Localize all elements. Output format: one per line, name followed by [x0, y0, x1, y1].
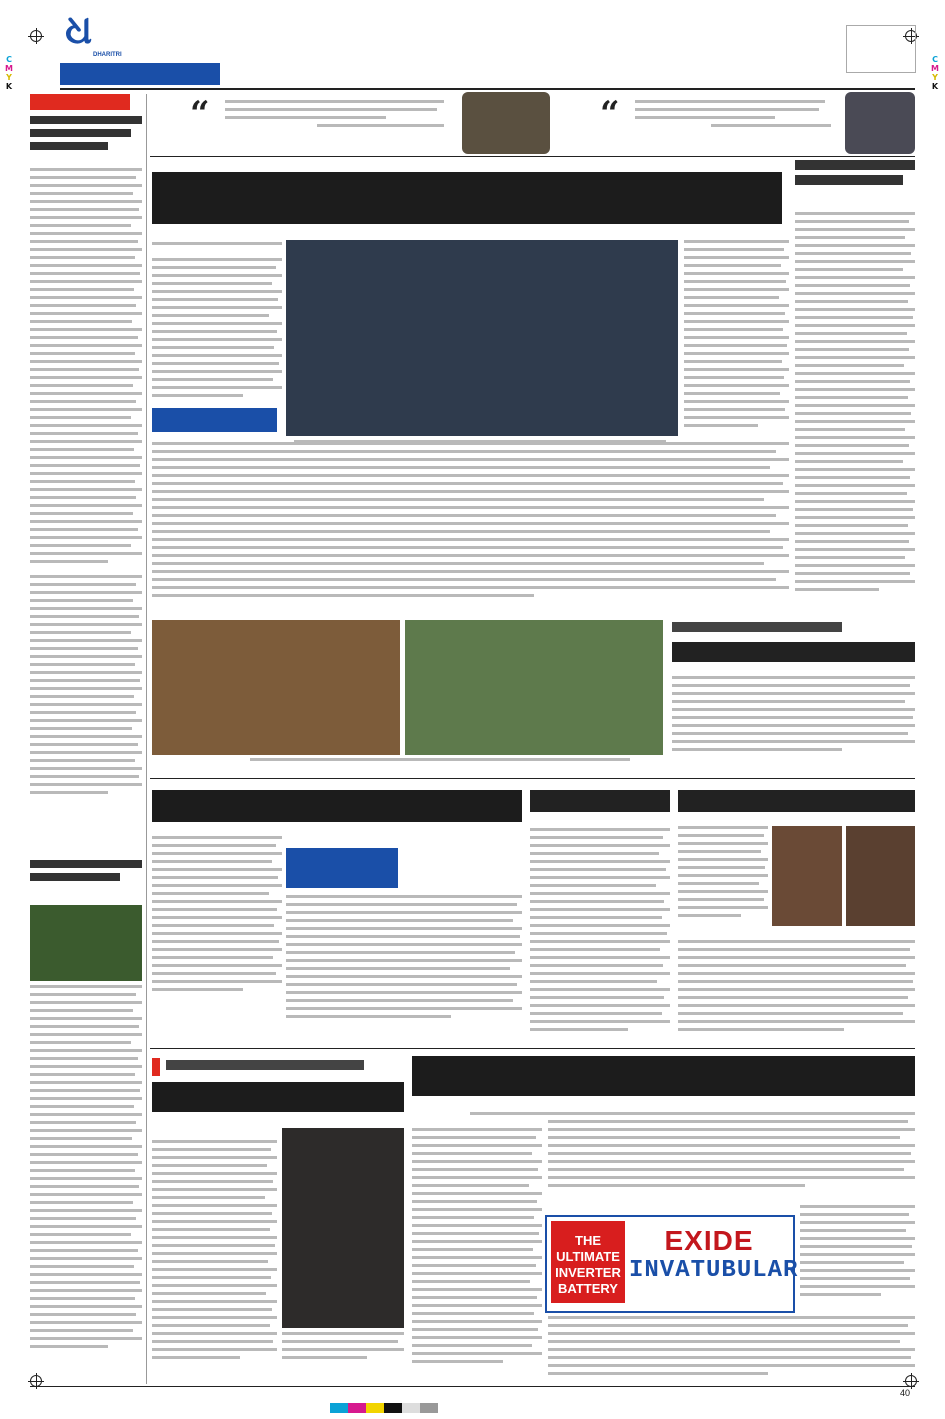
cmyk-marks-right — [930, 55, 940, 91]
right-mid-headline — [672, 642, 915, 670]
cmyk-y: Y — [932, 73, 938, 82]
hockey-team-photo-right — [405, 620, 663, 755]
logo-mark: ଧ — [65, 6, 93, 53]
ad-brand-block — [629, 1225, 799, 1303]
left-column-text-2 — [30, 575, 142, 815]
hockey-team-photo-left — [152, 620, 400, 755]
t20-text-col1 — [412, 1128, 542, 1380]
exide-advertisement[interactable] — [545, 1215, 799, 1313]
footer-rule — [30, 1386, 915, 1387]
main-story-text-col1 — [152, 258, 282, 408]
cmyk-k: K — [5, 82, 13, 91]
snooker-text-2 — [282, 1332, 404, 1380]
ad-brand-name: EXIDE — [664, 1225, 754, 1256]
cmyk-c: C — [932, 55, 938, 64]
quote-icon: “ — [190, 94, 210, 134]
gangpur-headline — [152, 790, 522, 830]
t20-headline — [412, 1056, 915, 1104]
right-top-text — [795, 212, 915, 612]
portrait-photo-right — [845, 92, 915, 154]
left-column-text — [30, 168, 142, 568]
left-column-text-3 — [30, 985, 142, 1380]
right-mid-kicker — [672, 622, 915, 636]
holder-text — [530, 828, 670, 1043]
gangpur-text-col1 — [152, 836, 282, 1006]
cmyk-y: Y — [6, 73, 12, 82]
logo-subtitle: DHARITRI — [93, 52, 122, 58]
portrait-photo-left — [462, 92, 550, 154]
jharkhand-headline — [678, 790, 915, 820]
right-mid-text — [672, 676, 915, 776]
color-calibration-bar — [330, 1398, 438, 1417]
left-column-headline-2 — [30, 860, 142, 902]
dateline-bar — [60, 63, 220, 85]
ad-tagline-block — [551, 1221, 625, 1303]
press-conference-photo — [286, 240, 678, 436]
section-tag-box-2 — [286, 848, 398, 888]
quote-strip-rule — [150, 156, 915, 157]
snooker-text — [152, 1140, 277, 1380]
left-column-header-bar — [30, 94, 130, 110]
ad-tagline-line: BATTERY — [558, 1281, 618, 1296]
gangpur-text-col2 — [286, 895, 522, 1045]
ad-tagline-line: INVERTER — [555, 1265, 621, 1280]
cmyk-c: C — [6, 55, 12, 64]
registration-mark-icon — [30, 30, 42, 42]
section-box — [846, 25, 916, 73]
cmyk-k: K — [931, 82, 939, 91]
page-number: 40 — [900, 1388, 911, 1398]
quote-icon: “ — [600, 94, 620, 134]
mid-page-rule — [150, 778, 915, 779]
footballer-photo — [30, 905, 142, 981]
quote-text-left — [225, 100, 455, 144]
holder-headline — [530, 790, 670, 820]
masthead-rule — [60, 88, 915, 90]
snooker-kicker-bar — [152, 1058, 160, 1076]
section-tag-box — [152, 408, 277, 432]
snooker-headline — [152, 1082, 404, 1120]
cmyk-marks-left — [4, 55, 14, 91]
hockey-photo-caption — [250, 758, 630, 768]
snooker-player-photo — [282, 1128, 404, 1328]
main-story-text-right — [684, 240, 789, 450]
jharkhand-text-bottom — [678, 940, 915, 1045]
ad-product-name: INVATUBULAR — [629, 1257, 799, 1284]
snooker-kicker — [166, 1060, 386, 1074]
t20-text-top — [548, 1112, 915, 1202]
cmyk-m: M — [931, 64, 939, 73]
left-column-divider — [146, 94, 147, 1384]
quote-text-right — [635, 100, 835, 144]
masthead-logo — [65, 8, 225, 63]
t20-text-bottom — [548, 1316, 915, 1380]
player-photo-1 — [772, 826, 842, 926]
jharkhand-text-top — [678, 826, 768, 931]
main-story-dateline — [152, 242, 282, 252]
right-top-headline — [795, 160, 915, 208]
t20-byline — [470, 1112, 560, 1122]
main-headline — [152, 166, 782, 234]
left-column-headline — [30, 116, 142, 164]
lower-page-rule — [150, 1048, 915, 1049]
ad-tagline-line: ULTIMATE — [556, 1249, 620, 1264]
main-story-text-lower — [152, 442, 789, 607]
ad-tagline-line: THE — [575, 1233, 601, 1248]
player-photo-2 — [846, 826, 915, 926]
t20-text-right — [800, 1205, 915, 1315]
cmyk-m: M — [5, 64, 13, 73]
